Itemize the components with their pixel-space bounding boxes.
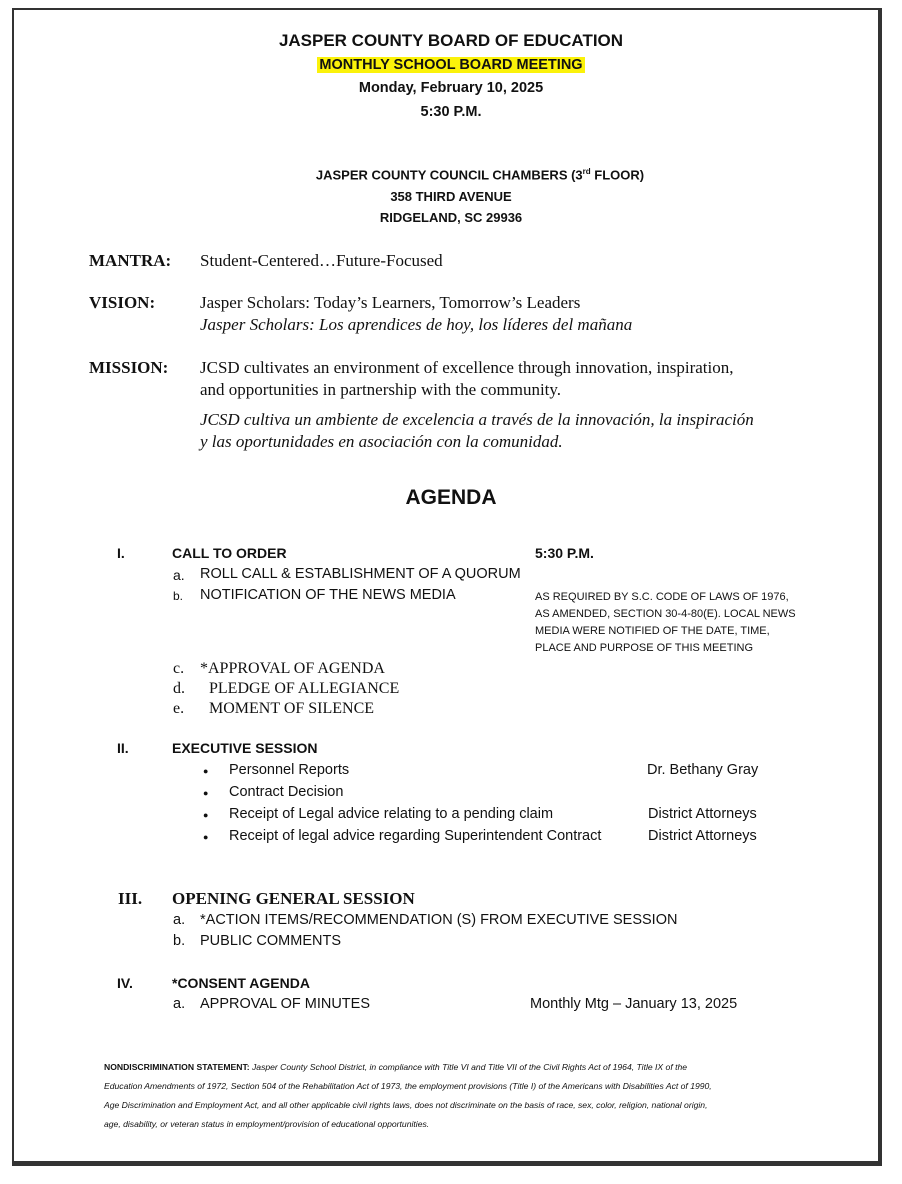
item-3b-text: PUBLIC COMMENTS — [200, 933, 341, 949]
item-4a-text: APPROVAL OF MINUTES — [200, 996, 370, 1012]
vision-spanish: Jasper Scholars: Los aprendices de hoy, los líderes del mañana — [200, 315, 633, 334]
nondiscrimination-line3: Age Discrimination and Employment Act, and all other applicable civil rights laws, does not discriminate on the basis of race, sex, color, religion, national origin, — [104, 1100, 708, 1110]
exec-item-4-presenter: District Attorneys — [648, 828, 757, 844]
section-1-number: I. — [117, 545, 125, 561]
mantra-text: Student-Centered…Future-Focused — [200, 251, 443, 270]
exec-item-2: ● Contract Decision — [229, 784, 343, 800]
vision-english: Jasper Scholars: Today’s Learners, Tomorrow’s Leaders — [200, 293, 581, 312]
section-4-number: IV. — [117, 975, 133, 991]
item-1a-letter: a. — [173, 567, 185, 583]
item-3a-text: *ACTION ITEMS/RECOMMENDATION (S) FROM EXECUTIVE SESSION — [200, 912, 678, 928]
nondiscrimination-line1: NONDISCRIMINATION STATEMENT: Jasper County School District, in compliance with Title VI and Title VII of the Civil Rights Act of 1964, Title IX of the — [104, 1062, 688, 1072]
meeting-date: Monday, February 10, 2025 — [358, 80, 544, 96]
location-line2: 358 THIRD AVENUE — [390, 189, 512, 204]
meeting-title — [0, 57, 902, 73]
nondiscrimination-label: NONDISCRIMINATION STATEMENT: — [104, 1062, 250, 1072]
section-1-time: 5:30 P.M. — [535, 545, 594, 561]
section-2-title: EXECUTIVE SESSION — [172, 740, 318, 756]
item-1e-letter: e. — [173, 700, 185, 717]
item-1c-text: *APPROVAL OF AGENDA — [200, 660, 385, 677]
item-1d-letter: d. — [173, 680, 185, 697]
item-4a-letter: a. — [173, 996, 186, 1012]
mission-spanish-2: y las oportunidades en asociación con la comunidad. — [200, 432, 563, 451]
item-3a-letter: a. — [173, 912, 186, 928]
exec-item-1-presenter: Dr. Bethany Gray — [647, 762, 759, 778]
mission-english-2: and opportunities in partnership with the community. — [200, 380, 562, 399]
item-1b-letter: b. — [173, 589, 184, 603]
item-1b-text: NOTIFICATION OF THE NEWS MEDIA — [200, 587, 456, 603]
mission-spanish-1: JCSD cultiva un ambiente de excelencia a través de la innovación, la inspiración — [200, 410, 754, 429]
item-1a-text: ROLL CALL & ESTABLISHMENT OF A QUORUM — [200, 566, 521, 582]
media-note-1: AS REQUIRED BY S.C. CODE OF LAWS OF 1976, — [535, 591, 789, 603]
exec-item-3: ● Receipt of Legal advice relating to a pending claim — [229, 806, 553, 822]
location-line1: JASPER COUNTY COUNCIL CHAMBERS (3rd FLOOR) — [315, 167, 645, 183]
item-1c-letter: c. — [173, 660, 185, 677]
item-1d-text: PLEDGE OF ALLEGIANCE — [209, 680, 400, 697]
nondiscrimination-line4: age, disability, or veteran status in employment/provision of educational opportunities. — [104, 1119, 430, 1129]
section-2-number: II. — [117, 740, 129, 756]
media-note-4: PLACE AND PURPOSE OF THIS MEETING — [535, 642, 754, 654]
location-line3: RIDGELAND, SC 29936 — [379, 210, 523, 225]
exec-item-1: ● Personnel Reports — [229, 762, 349, 778]
meeting-title-highlight: MONTHLY SCHOOL BOARD MEETING — [319, 57, 583, 73]
section-3-title: OPENING GENERAL SESSION — [172, 889, 415, 908]
agenda-title: AGENDA — [405, 486, 497, 509]
media-note-2: AS AMENDED, SECTION 30-4-80(E). LOCAL NEWS — [535, 608, 796, 620]
media-note-3: MEDIA WERE NOTIFIED OF THE DATE, TIME, — [535, 625, 770, 637]
section-1-title: CALL TO ORDER — [172, 545, 287, 561]
exec-item-3-presenter: District Attorneys — [648, 806, 757, 822]
item-3b-letter: b. — [173, 933, 186, 949]
mantra-label: MANTRA: — [89, 251, 172, 270]
section-4-title: *CONSENT AGENDA — [172, 975, 310, 991]
mission-english-1: JCSD cultivates an environment of excellence through innovation, inspiration, — [200, 358, 734, 377]
vision-label: VISION: — [89, 293, 156, 312]
nondiscrimination-line2: Education Amendments of 1972, Section 504 of the Rehabilitation Act of 1973, the employment provisions (Title I) of the Americans with Disabilities Act of 1990, — [104, 1081, 712, 1091]
item-4a-detail: Monthly Mtg – January 13, 2025 — [530, 996, 738, 1012]
meeting-time: 5:30 P.M. — [420, 104, 482, 120]
exec-item-4: ● Receipt of legal advice regarding Superintendent Contract — [229, 828, 601, 844]
item-1e-text: MOMENT OF SILENCE — [209, 700, 375, 717]
section-3-number: III. — [118, 889, 143, 908]
mission-label: MISSION: — [89, 358, 169, 377]
org-title: JASPER COUNTY BOARD OF EDUCATION — [278, 31, 624, 50]
